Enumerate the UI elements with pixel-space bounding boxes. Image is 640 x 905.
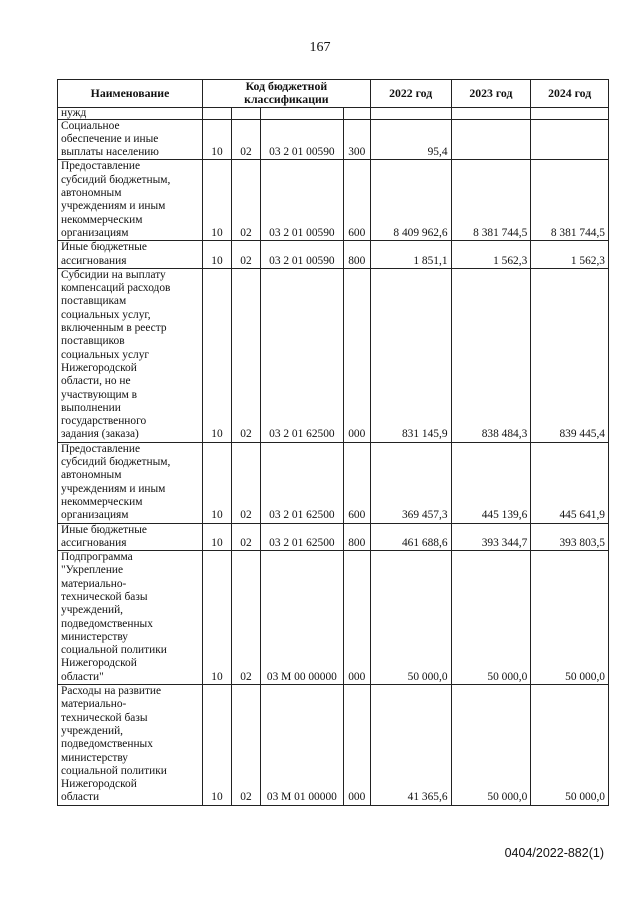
row-subsection: 02 [231, 160, 260, 241]
row-expense-type: 000 [343, 685, 370, 806]
row-subsection: 02 [231, 241, 260, 269]
row-subsection: 02 [231, 523, 260, 551]
page-number: 167 [309, 40, 331, 55]
row-value-2024: 8 381 744,5 [531, 160, 609, 241]
row-value-2023: 445 139,6 [451, 442, 531, 523]
header-2024: 2024 год [531, 80, 609, 108]
row-expense-type: 800 [343, 241, 370, 269]
row-value-2024: 839 445,4 [531, 268, 609, 442]
row-section: 10 [202, 685, 231, 806]
row-value-2022: 41 365,6 [370, 685, 451, 806]
table-row [58, 442, 609, 523]
row-name: Предоставление субсидий бюджетным, автономным учреждениям и иным некоммерческим организациям [58, 160, 203, 241]
continuation-row [58, 107, 609, 119]
row-expense-type: 600 [343, 160, 370, 241]
row-name: Субсидии на выплату компенсаций расходов поставщикам социальных услуг, включенным в реестр поставщиков социальных услуг Нижегородской области, но не участвующим в выполнении государственного задания (заказа) [58, 268, 203, 442]
row-name: Иные бюджетные ассигнования [58, 523, 203, 551]
row-subsection: 02 [231, 268, 260, 442]
row-value-2023: 50 000,0 [451, 551, 531, 685]
continuation-text: нужд [58, 107, 203, 119]
row-value-2024: 50 000,0 [531, 551, 609, 685]
row-subsection: 02 [231, 442, 260, 523]
table-row [58, 523, 609, 551]
row-value-2022: 369 457,3 [370, 442, 451, 523]
row-expense-type: 000 [343, 551, 370, 685]
row-section: 10 [202, 523, 231, 551]
row-target-code: 03 М 01 00000 [260, 685, 343, 806]
row-section: 10 [202, 160, 231, 241]
header-name: Наименование [58, 80, 203, 108]
row-expense-type: 600 [343, 442, 370, 523]
row-value-2022: 8 409 962,6 [370, 160, 451, 241]
row-name: Подпрограмма "Укрепление материально- технической базы учреждений, подведомственных министерству социальной политики Нижегородской области" [58, 551, 203, 685]
row-value-2024: 50 000,0 [531, 685, 609, 806]
row-name: Социальное обеспечение и иные выплаты населению [58, 119, 203, 160]
row-section: 10 [202, 442, 231, 523]
row-value-2024 [531, 119, 609, 160]
row-value-2024: 445 641,9 [531, 442, 609, 523]
table-row [58, 160, 609, 241]
table-row [58, 268, 609, 442]
row-target-code: 03 2 01 62500 [260, 442, 343, 523]
table-row [58, 551, 609, 685]
row-name: Иные бюджетные ассигнования [58, 241, 203, 269]
row-target-code: 03 2 01 00590 [260, 241, 343, 269]
row-value-2023: 1 562,3 [451, 241, 531, 269]
document-code: 0404/2022-882(1) [504, 846, 604, 860]
row-target-code: 03 2 01 00590 [260, 119, 343, 160]
row-subsection: 02 [231, 551, 260, 685]
budget-table [57, 79, 609, 806]
row-section: 10 [202, 119, 231, 160]
header-code: Код бюджетной классификации [202, 80, 370, 108]
row-target-code: 03 2 01 00590 [260, 160, 343, 241]
table-row [58, 685, 609, 806]
row-value-2024: 393 803,5 [531, 523, 609, 551]
row-subsection: 02 [231, 119, 260, 160]
row-target-code: 03 М 00 00000 [260, 551, 343, 685]
row-expense-type: 800 [343, 523, 370, 551]
row-value-2023: 393 344,7 [451, 523, 531, 551]
header-2023: 2023 год [451, 80, 531, 108]
row-section: 10 [202, 241, 231, 269]
row-expense-type: 000 [343, 268, 370, 442]
row-expense-type: 300 [343, 119, 370, 160]
row-section: 10 [202, 551, 231, 685]
row-target-code: 03 2 01 62500 [260, 523, 343, 551]
row-subsection: 02 [231, 685, 260, 806]
header-2022: 2022 год [370, 80, 451, 108]
row-section: 10 [202, 268, 231, 442]
row-value-2023 [451, 119, 531, 160]
row-value-2022: 461 688,6 [370, 523, 451, 551]
row-value-2024: 1 562,3 [531, 241, 609, 269]
row-value-2022: 50 000,0 [370, 551, 451, 685]
row-target-code: 03 2 01 62500 [260, 268, 343, 442]
row-name: Расходы на развитие материально- технической базы учреждений, подведомственных министерству социальной политики Нижегородской области [58, 685, 203, 806]
row-name: Предоставление субсидий бюджетным, автономным учреждениям и иным некоммерческим организациям [58, 442, 203, 523]
table-header-row [58, 80, 609, 108]
table-row [58, 119, 609, 160]
row-value-2023: 50 000,0 [451, 685, 531, 806]
row-value-2022: 95,4 [370, 119, 451, 160]
row-value-2023: 8 381 744,5 [451, 160, 531, 241]
row-value-2023: 838 484,3 [451, 268, 531, 442]
row-value-2022: 1 851,1 [370, 241, 451, 269]
table-row [58, 241, 609, 269]
row-value-2022: 831 145,9 [370, 268, 451, 442]
